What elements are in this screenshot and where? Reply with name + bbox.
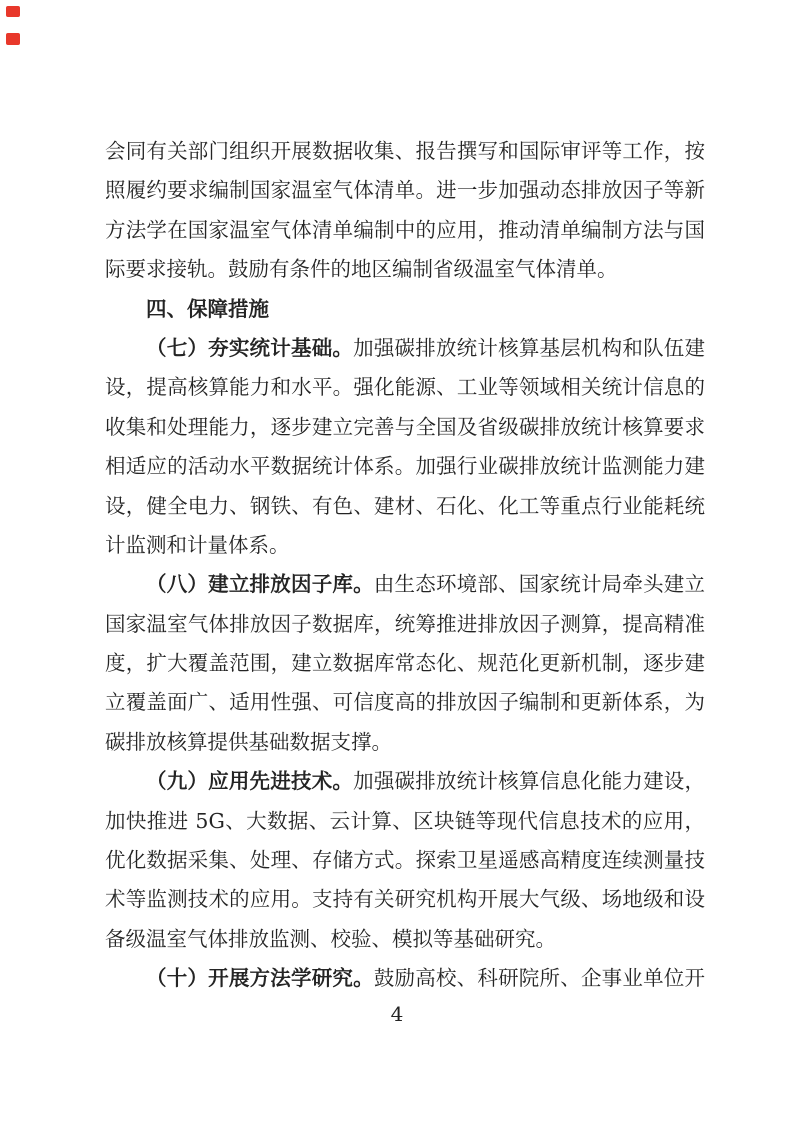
red-annotation-mark — [6, 33, 20, 45]
text-line — [105, 605, 705, 644]
paragraph-lead-line — [105, 762, 705, 801]
bold-text-segment: （九）应用先进技术。 — [146, 769, 354, 794]
text-segment: 会同有关部门组织开展数据收集、报告撰写和国际审评等工作，按 — [105, 139, 705, 163]
document-body — [105, 132, 705, 999]
text-segment: 际要求接轨。鼓励有条件的地区编制省级温室气体清单。 — [105, 257, 618, 282]
text-segment: 设，提高核算能力和水平。强化能源、工业等领域相关统计信息的 — [105, 375, 705, 400]
text-line — [105, 447, 705, 486]
text-line — [105, 171, 705, 210]
text-segment: 方法学在国家温室气体清单编制中的应用，推动清单编制方法与国 — [105, 217, 705, 242]
text-segment: 国家温室气体排放因子数据库，统筹推进排放因子测算，提高精准 — [105, 611, 705, 636]
text-segment: 鼓励高校、科研院所、企事业单位开 — [373, 966, 706, 991]
text-segment: 设，健全电力、钢铁、有色、建材、石化、化工等重点行业能耗统 — [105, 493, 705, 518]
text-segment: 立覆盖面广、适用性强、可信度高的排放因子编制和更新体系，为 — [105, 690, 705, 715]
text-segment: 术等监测技术的应用。支持有关研究机构开展大气级、场地级和设 — [105, 887, 705, 912]
text-line — [105, 841, 705, 880]
text-segment: 照履约要求编制国家温室气体清单。进一步加强动态排放因子等新 — [105, 178, 705, 203]
bold-text-segment: 四、保障措施 — [146, 296, 269, 321]
text-line — [105, 132, 705, 171]
text-segment: 计监测和计量体系。 — [105, 532, 290, 557]
text-line — [105, 802, 705, 841]
text-line — [105, 683, 705, 722]
bold-text-segment: （十）开展方法学研究。 — [146, 966, 374, 991]
text-segment: 加强碳排放统计核算信息化能力建设， — [353, 769, 706, 794]
text-segment: 碳排放核算提供基础数据支撑。 — [105, 729, 392, 754]
text-line — [105, 368, 705, 407]
text-line — [105, 644, 705, 683]
text-line — [105, 526, 705, 565]
text-segment: 优化数据采集、处理、存储方式。探索卫星遥感高精度连续测量技 — [105, 848, 705, 873]
text-segment: 加强碳排放统计核算基层机构和队伍建 — [353, 335, 706, 360]
text-line — [105, 723, 705, 762]
text-segment: 由生态环境部、国家统计局牵头建立 — [373, 572, 706, 597]
text-line — [105, 250, 705, 289]
text-line — [105, 487, 705, 526]
text-segment: 备级温室气体排放监测、校验、模拟等基础研究。 — [105, 926, 556, 951]
text-segment: 收集和处理能力，逐步建立完善与全国及省级碳排放统计核算要求 — [105, 414, 705, 439]
text-segment: 相适应的活动水平数据统计体系。加强行业碳排放统计监测能力建 — [105, 454, 705, 479]
page-number: 4 — [390, 1002, 404, 1026]
section-heading — [105, 290, 705, 329]
text-segment: 加快推进 5G、大数据、云计算、区块链等现代信息技术的应用， — [105, 808, 705, 833]
paragraph-lead-line — [105, 329, 705, 368]
text-segment: 度，扩大覆盖范围，建立数据库常态化、规范化更新机制，逐步建 — [105, 651, 705, 676]
bold-text-segment: （七）夯实统计基础。 — [146, 335, 354, 360]
red-annotation-mark — [6, 6, 20, 17]
text-line — [105, 920, 705, 959]
paragraph-lead-line — [105, 959, 705, 998]
text-line — [105, 880, 705, 919]
text-line — [105, 408, 705, 447]
text-line — [105, 211, 705, 250]
bold-text-segment: （八）建立排放因子库。 — [146, 572, 374, 597]
paragraph-lead-line — [105, 565, 705, 604]
